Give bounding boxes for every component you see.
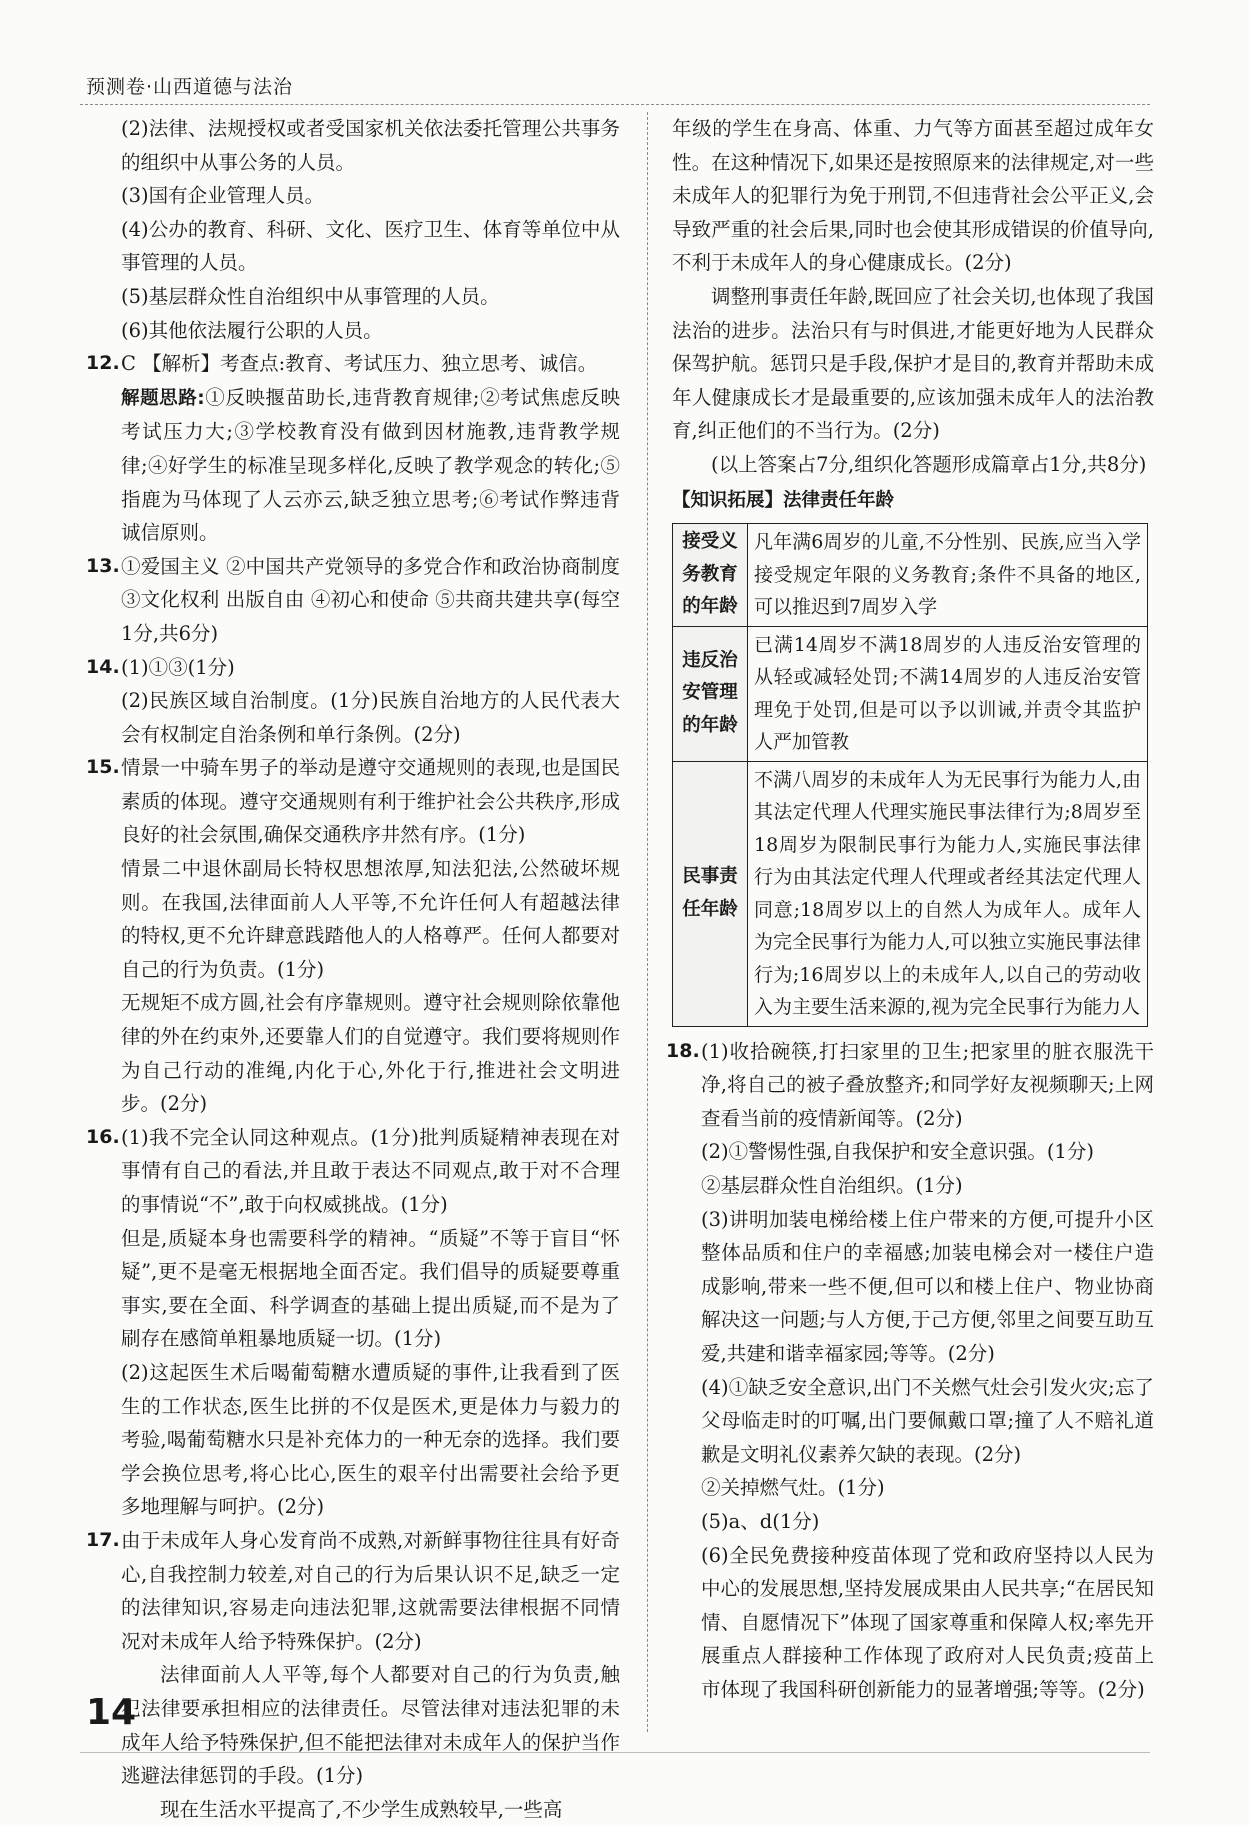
continuation-paragraph: (2)法律、法规授权或者受国家机关依法委托管理公共事务的组织中从事公务的人员。 [121, 117, 620, 174]
table-row [673, 626, 1148, 761]
answer-text: (2)民族区域自治制度。(1分)民族自治地方的人民代表大会有权制定自治条例和单行条例。(2分) [121, 689, 620, 746]
answer-text: (5)a、d(1分) [701, 1509, 820, 1533]
score-note: (以上答案占7分,组织化答题形成篇章占1分,共8分) [711, 452, 1147, 476]
answer-text: 情景二中退休副局长特权思想浓厚,知法犯法,公然破坏规则。在我国,法律面前人人平等,不允许任何人有超越法律的特权,更不允许肆意践踏他人的人格尊严。任何人都要对自己的行为负责。(1分) [121, 857, 620, 981]
analysis-label: 解题思路: [121, 387, 205, 409]
answer-item-12 [86, 347, 620, 550]
answer-item-15 [86, 751, 620, 1121]
answer-text: ②关掉燃气灶。(1分) [701, 1476, 885, 1500]
row-header: 接受义务教育的年龄 [673, 524, 748, 627]
table-row [673, 761, 1148, 1026]
question-number: 18. [666, 1039, 700, 1062]
question-number: 12. [86, 352, 120, 375]
question-number: 17. [86, 1528, 120, 1551]
row-header: 民事责任年龄 [673, 761, 748, 1026]
answer-item-18 [666, 1035, 1154, 1707]
question-number: 14. [86, 655, 120, 678]
table-row [673, 524, 1148, 627]
answer-text: (1)①③(1分) [121, 655, 235, 679]
left-column [86, 112, 620, 1826]
header-divider [80, 104, 1150, 105]
answer-item-16 [86, 1121, 620, 1524]
answer-text: 法律面前人人平等,每个人都要对自己的行为负责,触犯法律要承担相应的法律责任。尽管法律对违法犯罪的未成年人给予特殊保护,但不能把法律对未成年人的保护当作逃避法律惩罚的手段。(1分) [121, 1663, 620, 1788]
question-number: 16. [86, 1125, 120, 1148]
knowledge-extension-title: 【知识拓展】法律责任年龄 [672, 489, 895, 511]
answer-text: 现在生活水平提高了,不少学生成熟较早,一些高 [160, 1797, 563, 1821]
answer-text: 调整刑事责任年龄,既回应了社会关切,也体现了我国法治的进步。法治只有与时俱进,才能更好地为人民群众保驾护航。惩罚只是手段,保护才是目的,教育并帮助未成年人健康成长才是最重要的,应该加强未成年人的法治教育,纠正他们的不当行为。(2分) [672, 284, 1154, 443]
answer-text: 由于未成年人身心发育尚不成熟,对新鲜事物往往具有好奇心,自我控制力较差,对自己的行为后果认识不足,缺乏一定的法律知识,容易走向违法犯罪,这就需要法律根据不同情况对未成年人给予特殊保护。(2分) [121, 1528, 620, 1653]
answer-text: (1)收拾碗筷,打扫家里的卫生;把家里的脏衣服洗干净,将自己的被子叠放整齐;和同学好友视频聊天;上网查看当前的疫情新闻等。(2分) [701, 1039, 1154, 1130]
row-content: 不满八周岁的未成年人为无民事行为能力人,由其法定代理人代理实施民事法律行为;8周岁至18周岁为限制民事行为能力人,实施民事法律行为由其法定代理人代理或者经其法定代理人同意;18周岁以上的自然人为成年人。成年人为完全民事行为能力人,可以独立实施民事法律行为;16周岁以上的未成年人,以自己的劳动收入为主要生活来源的,视为完全民事行为能力人 [748, 761, 1148, 1026]
row-content: 凡年满6周岁的儿童,不分性别、民族,应当入学接受规定年限的义务教育;条件不具备的地区,可以推迟到7周岁入学 [748, 524, 1148, 627]
answer-text: (3)讲明加装电梯给楼上住户带来的方便,可提升小区整体品质和住户的幸福感;加装电梯会对一楼住户造成影响,带来一些不便,但可以和楼上住户、物业协商解决这一问题;与人方便,于己方便,邻里之间要互助互爱,共建和谐幸福家园;等等。(2分) [701, 1207, 1154, 1365]
answer-text: 但是,质疑本身也需要科学的精神。“质疑”不等于盲目“怀疑”,更不是毫无根据地全面否定。我们倡导的质疑要尊重事实,要在全面、科学调查的基础上提出质疑,而不是为了刷存在感简单粗暴地质疑一切。(1分) [121, 1226, 620, 1351]
answer-text: ②基层群众性自治组织。(1分) [701, 1174, 963, 1197]
continuation-paragraph: 年级的学生在身高、体重、力气等方面甚至超过成年女性。在这种情况下,如果还是按照原来的法律规定,对一些未成年人的犯罪行为免于刑罚,不但违背社会公平正义,会导致严重的社会后果,同时也会使其形成错误的价值导向,不利于未成年人的身心健康成长。(2分) [672, 117, 1154, 275]
answer-text: (6)全民免费接种疫苗体现了党和政府坚持以人民为中心的发展思想,坚持发展成果由人民共享;“在居民知情、自愿情况下”体现了国家尊重和保障人权;率先开展重点人群接种工作体现了政府对人民负责;疫苗上市体现了我国科研创新能力的显著增强;等等。(2分) [701, 1543, 1154, 1701]
continuation-paragraph: (6)其他依法履行公职的人员。 [121, 318, 383, 342]
answer-item-17 [86, 1524, 620, 1826]
answer-text: (2)①警惕性强,自我保护和安全意识强。(1分) [701, 1140, 1094, 1164]
question-number: 15. [86, 756, 120, 779]
answer-text: 无规矩不成方圆,社会有序靠规则。遵守社会规则除依靠他律的外在约束外,还要靠人们的自觉遵守。我们要将规则作为自己行动的准绳,内化于心,外化于行,推进社会文明进步。(2分) [121, 991, 620, 1116]
question-number: 13. [86, 554, 120, 577]
continuation-paragraph: (5)基层群众性自治组织中从事管理的人员。 [121, 284, 500, 308]
answer-line: C 【解析】考查点:教育、考试压力、独立思考、诚信。 [121, 352, 598, 376]
row-content: 已满14周岁不满18周岁的人违反治安管理的从轻或减轻处罚;不满14周岁的人违反治安管理免于处罚,但是可以予以训诫,并责令其监护人严加管教 [748, 626, 1148, 761]
right-column [666, 112, 1154, 1707]
page-header: 预测卷·山西道德与法治 [86, 76, 294, 98]
analysis-text: ①反映揠苗助长,违背教育规律;②考试焦虑反映考试压力大;③学校教育没有做到因材施教,违背教学规律;④好学生的标准呈现多样化,反映了教学观念的转化;⑤指鹿为马体现了人云亦云,缺乏独立思考;⑥考试作弊违背诚信原则。 [121, 385, 620, 545]
answer-text: (1)我不完全认同这种观点。(1分)批判质疑精神表现在对事情有自己的看法,并且敢于表达不同观点,敢于对不合理的事情说“不”,敢于向权威挑战。(1分) [121, 1125, 620, 1216]
continuation-paragraph: (3)国有企业管理人员。 [121, 184, 325, 208]
answer-item-13 [86, 550, 620, 651]
answer-item-14 [86, 651, 620, 752]
answer-text: (2)这起医生术后喝葡萄糖水遭质疑的事件,让我看到了医生的工作状态,医生比拼的不仅是医术,更是体力与毅力的考验,喝葡萄糖水只是补充体力的一种无奈的选择。我们要学会换位思考,将心比心,医生的艰辛付出需要社会给予更多地理解与呵护。(2分) [121, 1360, 620, 1519]
answer-text: ①爱国主义 ②中国共产党领导的多党合作和政治协商制度 ③文化权利 出版自由 ④初心和使命 ⑤共商共建共享(每空1分,共6分) [121, 554, 620, 645]
footer-divider [80, 1752, 1150, 1753]
continuation-paragraph: (4)公办的教育、科研、文化、医疗卫生、体育等单位中从事管理的人员。 [121, 217, 620, 275]
row-header: 违反治安管理的年龄 [673, 626, 748, 761]
answer-text: 情景一中骑车男子的举动是遵守交通规则的表现,也是国民素质的体现。遵守交通规则有利于维护社会公共秩序,形成良好的社会氛围,确保交通秩序井然有序。(1分) [121, 756, 620, 847]
page-number: 14 [86, 1692, 137, 1733]
answer-text: (4)①缺乏安全意识,出门不关燃气灶会引发火灾;忘了父母临走时的叮嘱,出门要佩戴口罩;撞了人不赔礼道歉是文明礼仪素养欠缺的表现。(2分) [701, 1375, 1154, 1466]
answer-analysis [121, 381, 620, 550]
legal-age-table [672, 523, 1148, 1027]
column-divider [647, 112, 648, 1732]
